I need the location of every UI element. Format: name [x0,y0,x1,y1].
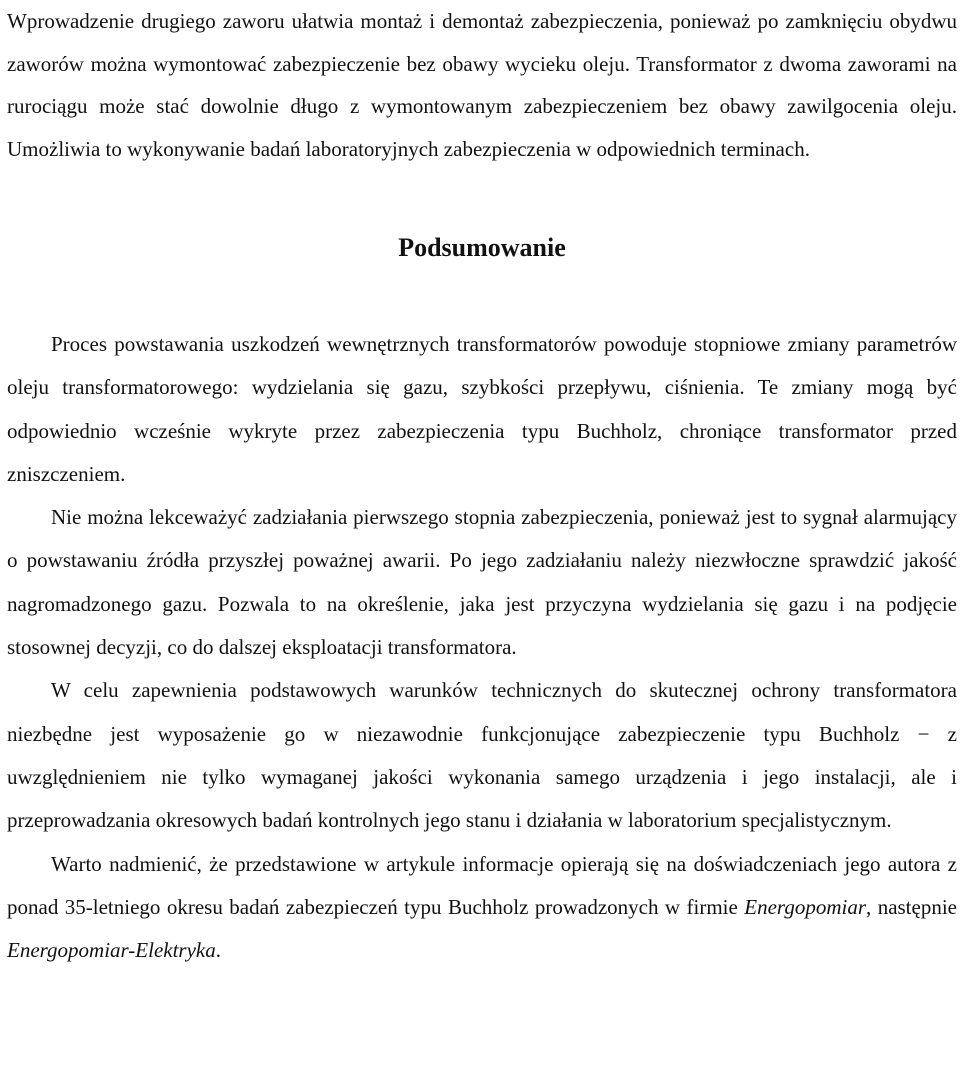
summary-paragraph-2: Nie można lekceważyć zadziałania pierwszego stopnia zabezpieczenia, ponieważ jest to sygnał alarmujący o powstawaniu źródła przyszłej poważnej awarii. Po jego zadziałaniu należy niezwłoczne sprawdzić jakość nagromadzonego gazu. Pozwala to na określenie, jaka jest przyczyna wydzielania się gazu i na podjęcie stosownej decyzji, co do dalszej eksploatacji transformatora. [7,505,957,660]
intro-paragraph: Wprowadzenie drugiego zaworu ułatwia montaż i demontaż zabezpieczenia, ponieważ po zamknięciu obydwu zaworów można wymontować zabezpieczenie bez obawy wycieku oleju. Transformator z dwoma zaworami na rurociągu może stać dowolnie długo z wymontowanym zabezpieczeniem bez obawy zawilgocenia oleju. Umożliwia to wykonywanie badań laboratoryjnych zabezpieczenia w odpowiednich terminach. [7,9,957,161]
section-heading: Podsumowanie [398,233,566,262]
company-name-energopomiar-elektryka: Energopomiar-Elektryka [7,938,216,963]
company-name-energopomiar: Energopomiar [744,894,866,919]
summary-paragraph-3: W celu zapewnienia podstawowych warunków technicznych do skutecznej ochrony transformatora niezbędne jest wyposażenie go w niezawodnie funkcjonujące zabezpieczenie typu Buchholz − z uwzględnieniem nie tylko wymaganej jakości wykonania samego urządzenia i jego instalacji, ale i przeprowadzania okresowych badań kontrolnych jego stanu i działania w laboratorium specjalistycznym. [7,678,957,833]
document-page [7,0,957,972]
summary-paragraph-1: Proces powstawania uszkodzeń wewnętrznych transformatorów powoduje stopniowe zmiany parametrów oleju transformatorowego: wydzielania się gazu, szybkości przepływu, ciśnienia. Te zmiany mogą być odpowiednio wcześnie wykryte przez zabezpieczenia typu Buchholz, chroniące transformator przed zniszczeniem. [7,332,957,486]
summary-paragraph-4 [7,843,957,973]
paragraph-text: Warto nadmienić, że przedstawione w artykule informacje opierają się na doświadczeniach jego autora z ponad 35-letniego okresu badań zabezpieczeń typu Buchholz prowadzonych w firmie [7,851,957,919]
paragraph-text-separator: , następnie [866,894,957,919]
paragraph-end: . [215,938,221,963]
